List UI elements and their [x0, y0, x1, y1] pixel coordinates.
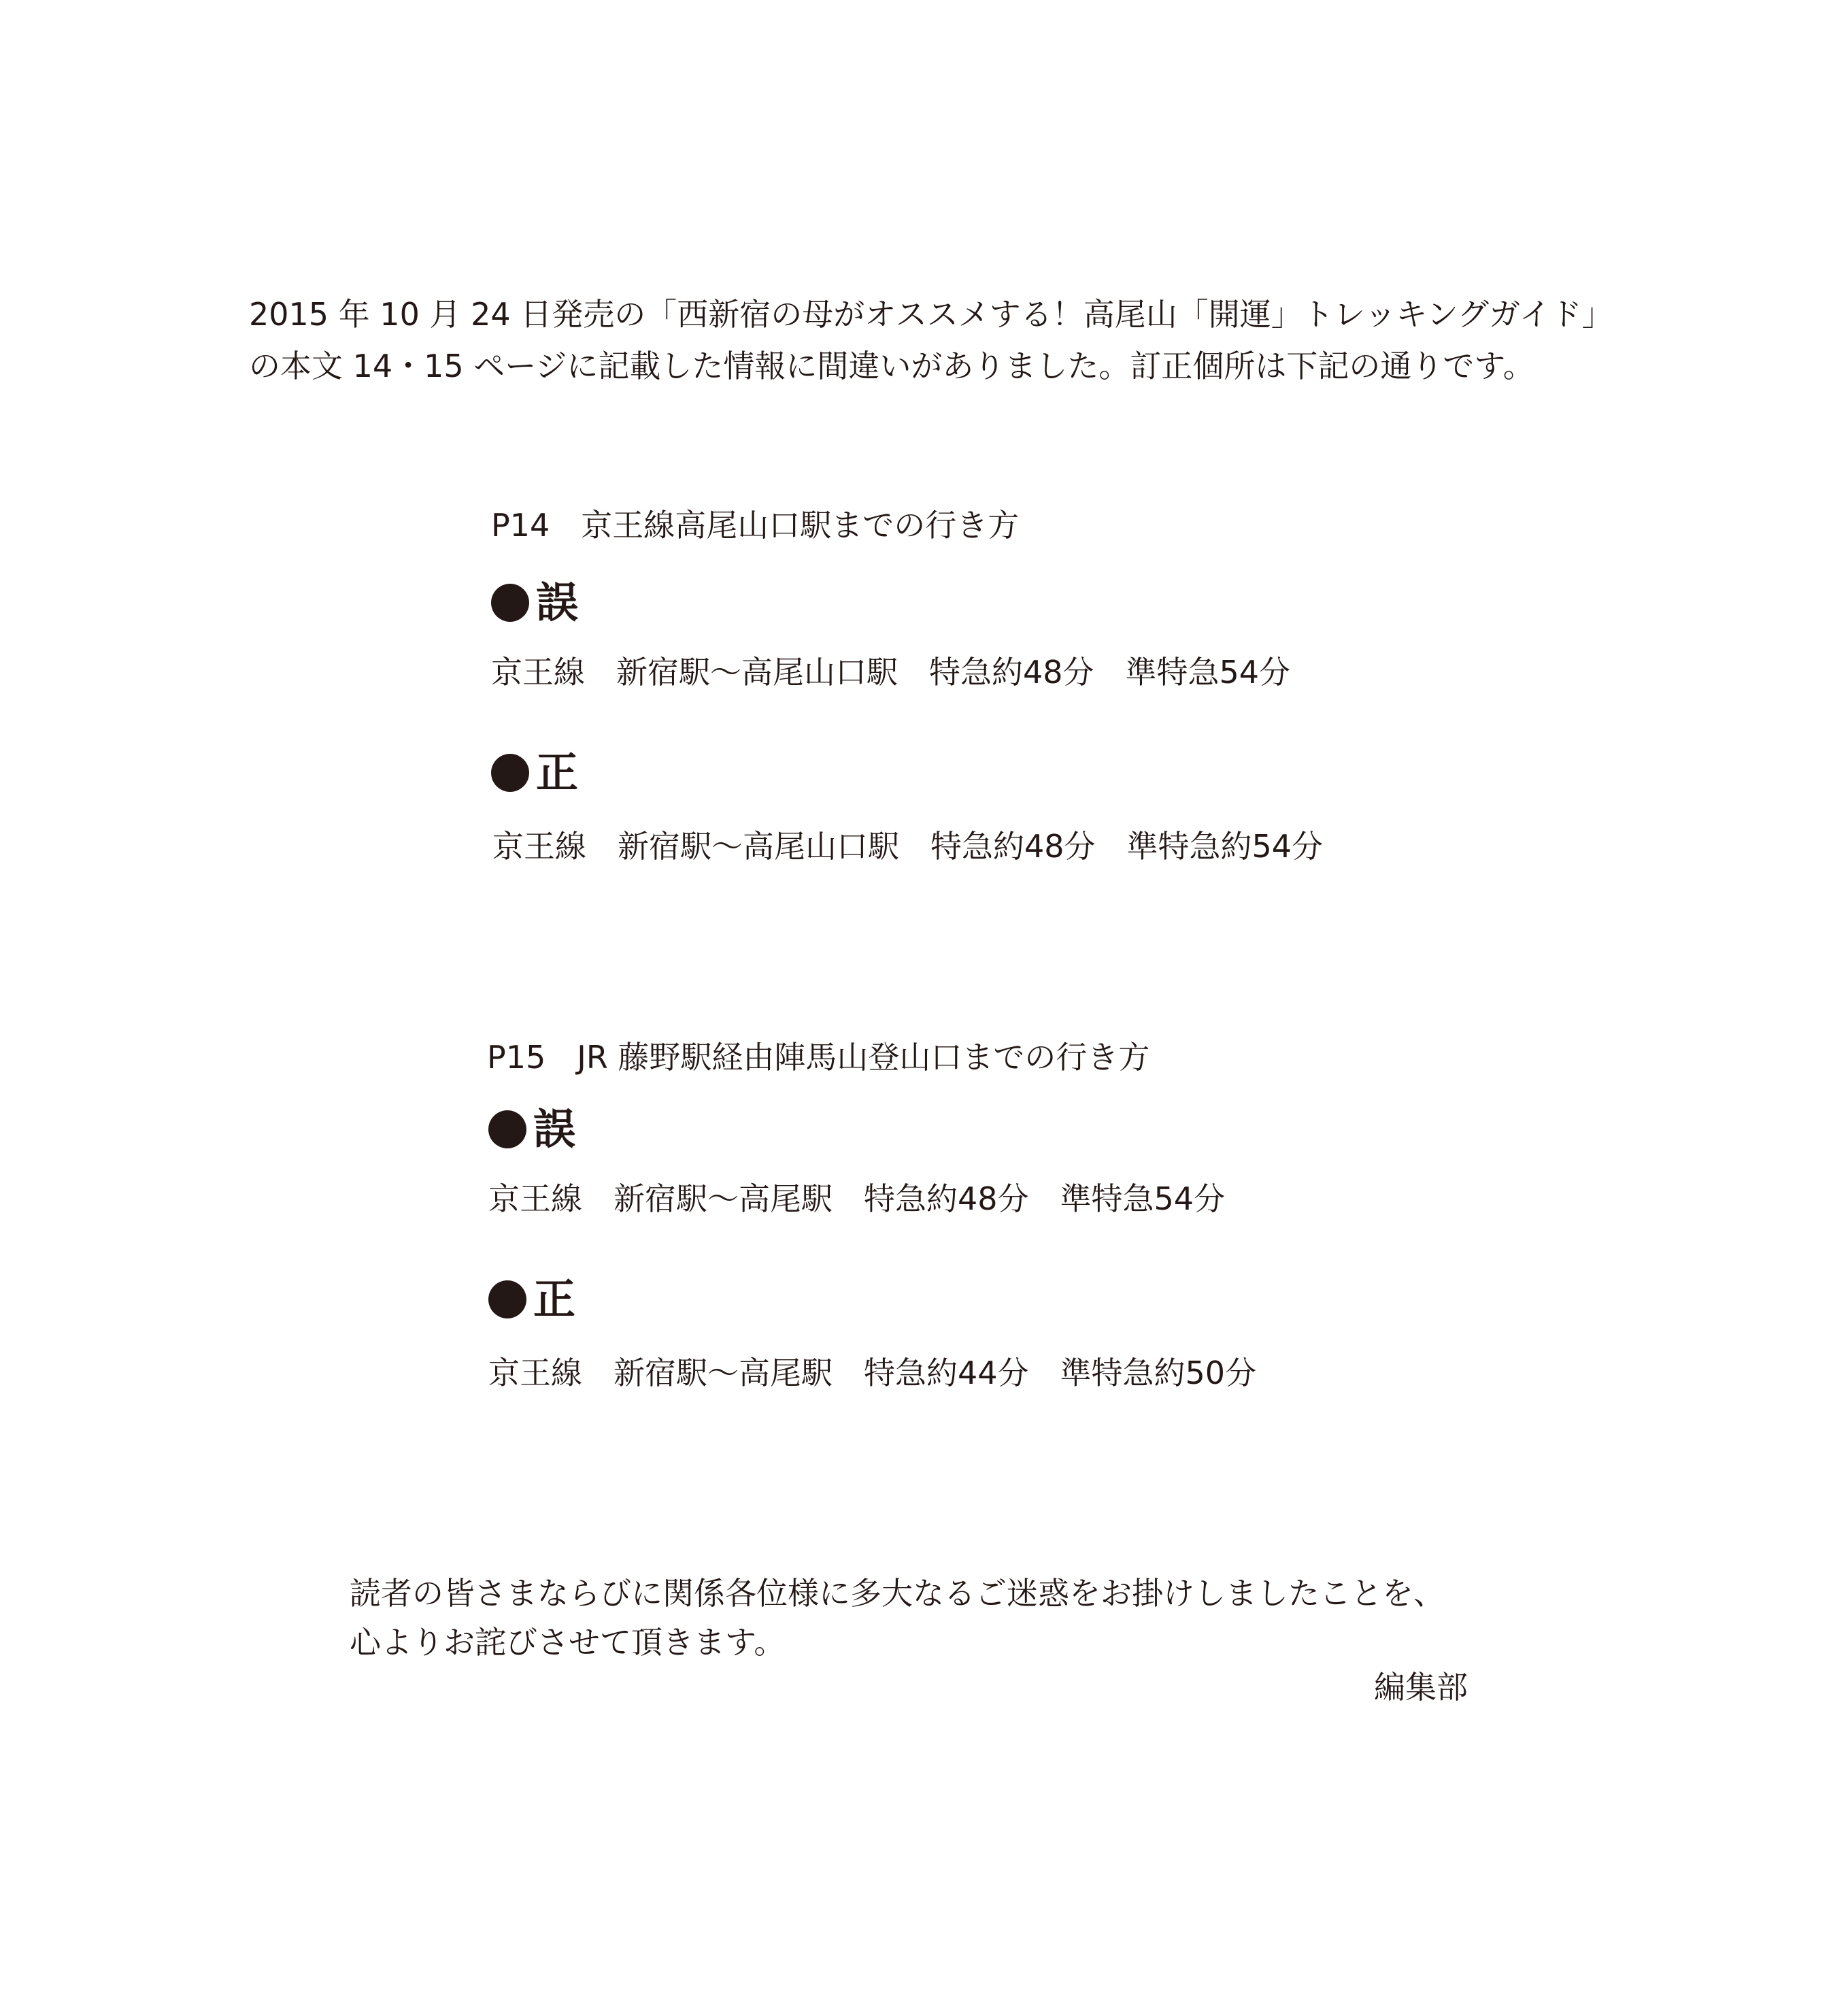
- intro-paragraph: [249, 288, 1613, 392]
- wrong-route: 京王線 新宿駅〜高尾駅 特急約48分 準特急54分: [488, 1180, 1226, 1217]
- section-title-p15: P15 JR 藤野駅経由陣馬山登山口までの行き方: [487, 1039, 1150, 1076]
- editorial-signature: 編集部: [1374, 1669, 1468, 1706]
- wrong-label: [491, 576, 578, 630]
- bullet-icon: [491, 584, 529, 622]
- section-p14-wrong-route: [491, 652, 1290, 693]
- section-p14-right-route: [492, 826, 1323, 867]
- bullet-icon: [488, 1280, 526, 1318]
- right-label-text: 正: [533, 1274, 576, 1324]
- intro-line-1: 2015 年 10 月 24 日発売の「西新宿の母がオススメする！高尾山「開運」トレッキングガイド」: [249, 296, 1613, 333]
- section-title-p14: P14 京王線高尾山口駅までの行き方: [491, 507, 1020, 544]
- section-p14-right: [491, 746, 578, 800]
- wrong-label-text: 誤: [536, 578, 579, 627]
- right-label-text: 正: [536, 748, 579, 797]
- bullet-icon: [488, 1110, 526, 1148]
- section-p15: [487, 1037, 1149, 1078]
- right-label: [491, 746, 578, 800]
- section-p15-right-route: [488, 1352, 1256, 1393]
- intro-line-2: の本文 14・15 ページに記載した情報に間違いがありました。訂正個所は下記の通りです。: [249, 348, 1534, 384]
- section-p14: [491, 505, 1019, 546]
- right-label: [488, 1272, 575, 1327]
- wrong-label-text: 誤: [533, 1104, 576, 1154]
- section-p15-wrong-route: [488, 1178, 1225, 1219]
- apology-line-2: 心よりお詫びさせて頂きます。: [350, 1624, 786, 1661]
- bullet-icon: [491, 754, 529, 792]
- apology-line-1: 読者の皆さまならびに関係各位様に多大なるご迷惑をお掛けしましたことを、: [350, 1575, 1445, 1612]
- right-route: 京王線 新宿駅〜高尾駅 特急約44分 準特急約50分: [488, 1355, 1257, 1391]
- section-p14-wrong: [491, 576, 578, 630]
- wrong-label: [488, 1102, 575, 1157]
- right-route: 京王線 新宿駅〜高尾山口駅 特急約48分 準特急約54分: [492, 828, 1324, 865]
- section-p15-wrong: [488, 1102, 575, 1157]
- section-p15-right: [488, 1272, 575, 1327]
- wrong-route: 京王線 新宿駅〜高尾山口駅 特急約48分 準特急54分: [491, 654, 1291, 691]
- apology-paragraph: [350, 1569, 1445, 1667]
